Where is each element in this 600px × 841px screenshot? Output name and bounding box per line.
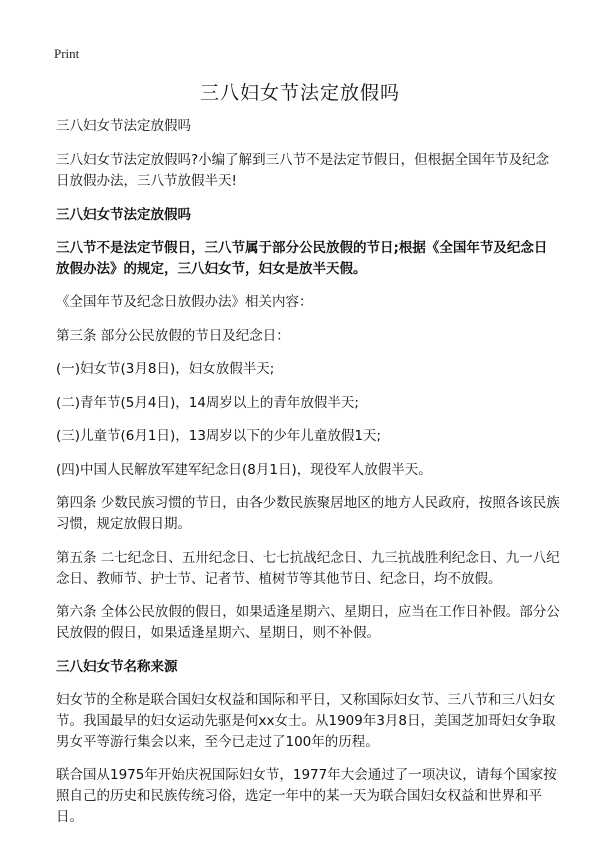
paragraph: 第三条 部分公民放假的节日及纪念日： xyxy=(56,327,290,344)
paragraph: 第五条 二七纪念日、五卅纪念日、七七抗战纪念日、九三抗战胜利纪念日、九一八纪念日、教师节、护士节、记者节、植树节等其他节日、纪念日，均不放假。 xyxy=(56,549,560,587)
list-item: (四)中国人民解放军建军纪念日(8月1日)，现役军人放假半天。 xyxy=(56,461,432,478)
list-item: (一)妇女节(3月8日)，妇女放假半天; xyxy=(56,361,275,377)
intro-paragraph: 三八妇女节法定放假吗?小编了解到三八节不是法定节假日，但根据全国年节及纪念日放假办法，三八节放假半天! xyxy=(56,152,550,189)
paragraph: 《全国年节及纪念日放假办法》相关内容： xyxy=(56,294,313,310)
paragraph: 妇女节的全称是联合国妇女权益和国际和平日，又称国际妇女节、三八节和三八妇女节。我国最早的妇女运动先驱是何xx女士。从1909年3月8日，美国芝加哥妇女争取男女平等游行集会以来，至今已走过了100年的历程。 xyxy=(56,691,556,750)
print-link[interactable]: Print xyxy=(54,46,80,61)
paragraph: 联合国从1975年开始庆祝国际妇女节，1977年大会通过了一项决议，请每个国家按照自己的历史和民族传统习俗，选定一年中的某一天为联合国妇女权益和世界和平日。 xyxy=(56,767,557,825)
page-title: 三八妇女节法定放假吗 xyxy=(199,82,400,104)
list-item: (三)儿童节(6月1日)，13周岁以下的少年儿童放假1天; xyxy=(56,428,382,444)
section-heading: 三八妇女节名称来源 xyxy=(56,658,178,675)
paragraph: 第六条 全体公民放假的假日，如果适逢星期六、星期日，应当在工作日补假。部分公民放假的假日，如果适逢星期六、星期日，则不补假。 xyxy=(56,604,560,641)
subtitle-paragraph: 三八妇女节法定放假吗 xyxy=(56,118,191,134)
paragraph: 第四条 少数民族习惯的节日，由各少数民族聚居地区的地方人民政府，按照各该民族习惯，规定放假日期。 xyxy=(56,495,560,532)
article-body xyxy=(56,116,560,841)
list-item: (二)青年节(5月4日)，14周岁以上的青年放假半天; xyxy=(56,394,359,411)
section-heading: 三八妇女节法定放假吗 xyxy=(56,206,191,223)
bold-paragraph: 三八节不是法定节假日，三八节属于部分公民放假的节日;根据《全国年节及纪念日放假办法》的规定，三八妇女节，妇女是放半天假。 xyxy=(56,239,548,277)
